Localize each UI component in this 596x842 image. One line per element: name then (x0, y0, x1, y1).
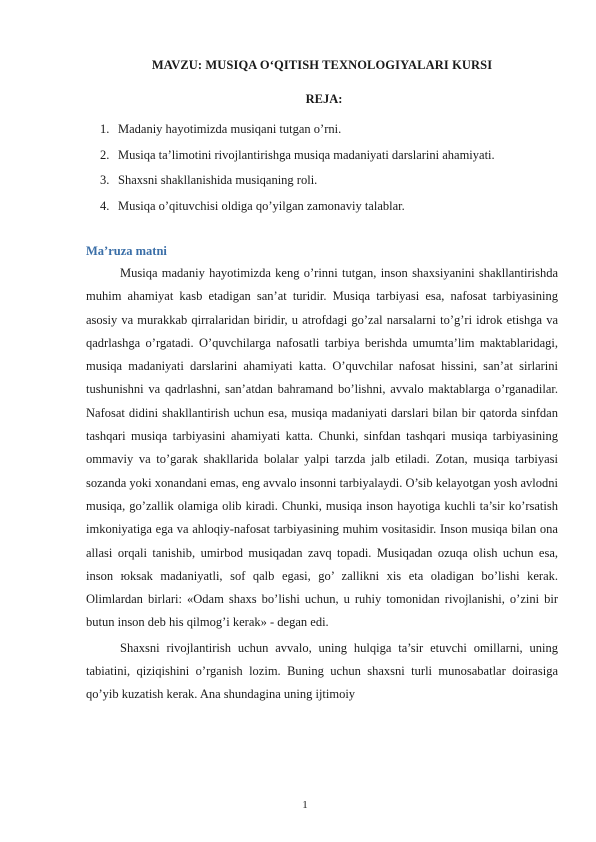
section-heading: Ma’ruza matni (86, 244, 167, 258)
plan-item (100, 170, 495, 196)
plan-item-number: 4. (100, 198, 110, 213)
page-number: 1 (302, 799, 308, 811)
lecture-text (86, 262, 558, 709)
plan-item-text: Musiqa o’qituvchisi oldiga qo’yilgan zamonaviy talablar. (118, 198, 405, 213)
plan-item-number: 2. (100, 147, 110, 162)
paragraph: Musiqa madaniy hayotimizda keng o’rinni tutgan, inson shaxsiyanini shakllantirishda muhim ahamiyat kasb etadigan san’at turidir. Musiqa tarbiyasi esa, nafosat tarbiyasining asosiy va murakkab qirralaridan biridir, u atrofdagi go’zal narsalarni to’g’ri idrok etishga va qadrlashga o’rgatadi. O’quvchilarga nafosatli tarbiya berishda umumta’lim maktablaridagi, musiqa madaniyati darslarini ahamiyati katta. O’quvchilar nafosat hissini, san’at sirlarini tushunishni va qadrlashni, san’atdan bahramand bo’lishni, avvalo maktablarga o’rganadilar. Nafosat didini shakllantirish uchun esa, musiqa madaniyati darslari bilan bir qatorda sinfdan tashqari musiqa tarbiyasini ahamiyati katta. Chunki, sinfdan tashqari musiqa tarbiyasining ommaviy va to’garak shakllarida bolalar yalpi tarzda jalb etiladi. Zotan, musiqa tarbiyasi sozanda yoki xonandani emas, eng avvalo insonni tarbiyalaydi. O’sib kelayotgan yosh avlodni musiqa, go’zallik olamiga olib kiradi. Chunki, musiqa inson hayotiga kuchli ta’sir ko’rsatish imkoniyatiga ega va ahloqiy-nafosat tarbiyasining muhim vositasidir. Inson musiqa bilan ona allasi orqali tanishib, umirbod musiqadan zavq topadi. Musiqadan ozuqa olish uchun esa, inson юksak madaniyatli, sof qalb egasi, go’ zallikni xis eta oladigan bo’lishi kerak. Olimlardan birlari: «Odam shaxs bo’lishi uchun, u ruhiy tomonidan rivojlanishi, o’zini bir butun inson deb his qilmog’i kerak» - degan edi. (86, 266, 558, 630)
plan-item-text: Madaniy hayotimizda musiqani tutgan o’rni. (118, 122, 342, 136)
plan-item-text: Musiqa ta’limotini rivojlantirishga musiqa madaniyati darslarini ahamiyati. (118, 147, 495, 162)
plan-item-text: Shaxsni shakllanishida musiqaning roli. (118, 173, 318, 187)
plan-item-number: 3. (100, 173, 110, 187)
plan-item (100, 119, 495, 145)
plan-item (100, 196, 495, 222)
paragraph: Shaxsni rivojlantirish uchun avvalo, uning hulqiga ta’sir etuvchi omillarni, uning tabiatini, qiziqishini o’rganish lozim. Buning uchun shaxsni turli munosabatlar doirasiga qo’yib kuzatish kerak. Ana shundagina uning ijtimoiy (86, 640, 558, 702)
plan-list (100, 119, 495, 221)
plan-heading: REJA: (305, 92, 343, 106)
plan-item-number: 1. (100, 122, 110, 136)
document-title: MAVZU: MUSIQA O‘QITISH TEXNOLOGIYALARI KURSI (151, 58, 493, 72)
plan-item (100, 145, 495, 171)
